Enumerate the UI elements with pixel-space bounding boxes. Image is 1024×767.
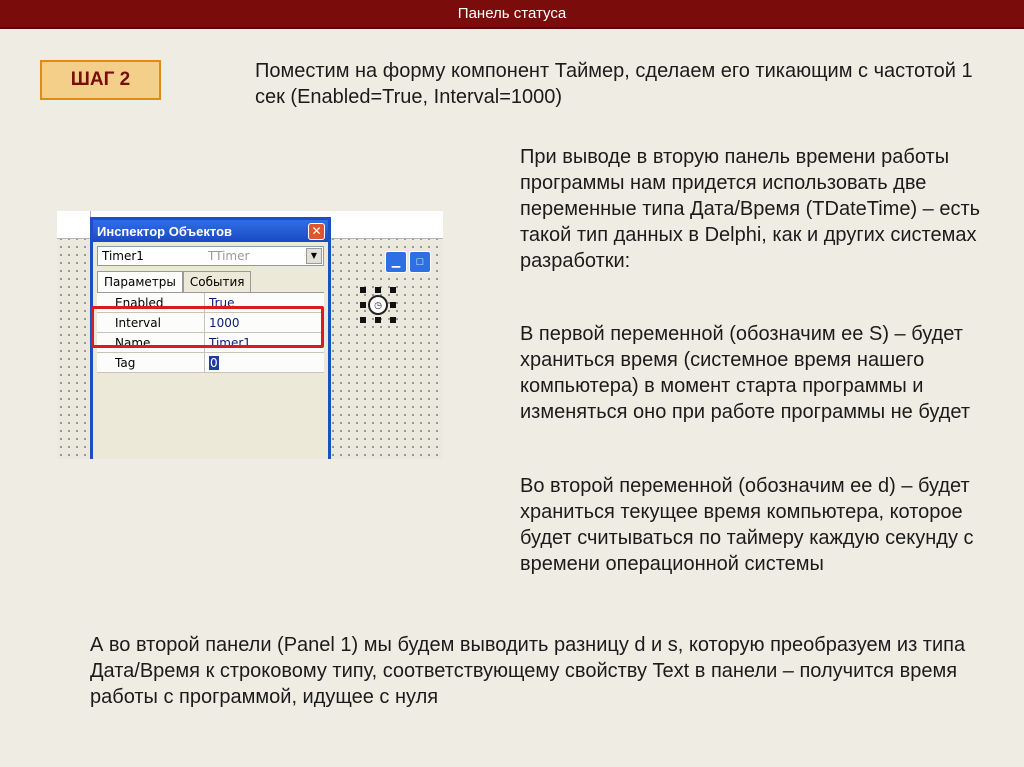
property-name: Enabled (97, 293, 205, 312)
property-value[interactable]: Timer1 (209, 335, 251, 350)
slide-title: Панель статуса (457, 5, 567, 22)
tab-parameters[interactable]: Параметры (97, 271, 183, 292)
maximize-icon[interactable]: □ (409, 251, 431, 273)
selection-handle[interactable] (375, 317, 381, 323)
minimize-icon[interactable]: ▁ (385, 251, 407, 273)
step-label: ШАГ 2 (70, 69, 131, 90)
property-value[interactable]: True (209, 295, 235, 310)
property-value-field[interactable] (205, 353, 219, 372)
selection-handle[interactable] (390, 287, 396, 293)
selection-handle[interactable] (360, 302, 366, 308)
timer-component[interactable] (360, 287, 396, 323)
property-row-tag[interactable] (97, 353, 324, 373)
tab-events[interactable]: События (183, 271, 252, 292)
form-window-buttons (385, 251, 431, 273)
timer-clock-icon: ◷ (368, 295, 388, 315)
inspector-title: Инспектор Объектов (97, 223, 233, 239)
step-badge (40, 60, 161, 100)
bottom-text: А во второй панели (Panel 1) мы будем выводить разницу d и s, которую преобразуем из типа Дата/Время к строковому типу, соответствующему свойству Text в панели – получится время работы с программой, идущее с нуля (90, 634, 966, 708)
paragraph-1: При выводе в вторую панель времени работы программы нам придется использовать две переменные типа Дата/Время (TDateTime) – есть такой тип данных в Delphi, как и других системах разработки: (520, 146, 981, 272)
inspector-tabs (97, 271, 328, 292)
selection-handle[interactable] (375, 287, 381, 293)
close-icon[interactable]: ✕ (308, 223, 325, 240)
component-name: Timer1 (102, 249, 144, 263)
inspector-titlebar (93, 220, 328, 242)
enabled-interval-highlight (91, 306, 324, 348)
slide-title-bar (0, 0, 1024, 29)
selection-handle[interactable] (360, 317, 366, 323)
selection-handle[interactable] (390, 317, 396, 323)
paragraph-3: Во второй переменной (обозначим ее d) – будет храниться текущее время компьютера, которое будет считываться по таймеру каждую секунду с времени операционной системы (520, 475, 974, 575)
intro-text: Поместим на форму компонент Таймер, сделаем его тикающим с частотой 1 сек (Enabled=True, Interval=1000) (255, 60, 973, 108)
property-value[interactable]: 1000 (209, 315, 240, 330)
paragraph-2: В первой переменной (обозначим ее S) – будет храниться время (системное время нашего компьютера) в момент старта программы и изменяться оно при работе программы не будет (520, 323, 970, 423)
dropdown-arrow-icon[interactable]: ▼ (306, 248, 322, 264)
property-name: Interval (97, 313, 205, 332)
component-type: TTimer (208, 249, 250, 263)
selection-handle[interactable] (360, 287, 366, 293)
property-value: 0 (210, 355, 218, 370)
property-name: Tag (97, 353, 205, 372)
property-name: Name (97, 333, 205, 352)
selection-handle[interactable] (390, 302, 396, 308)
component-selector[interactable] (97, 246, 324, 266)
